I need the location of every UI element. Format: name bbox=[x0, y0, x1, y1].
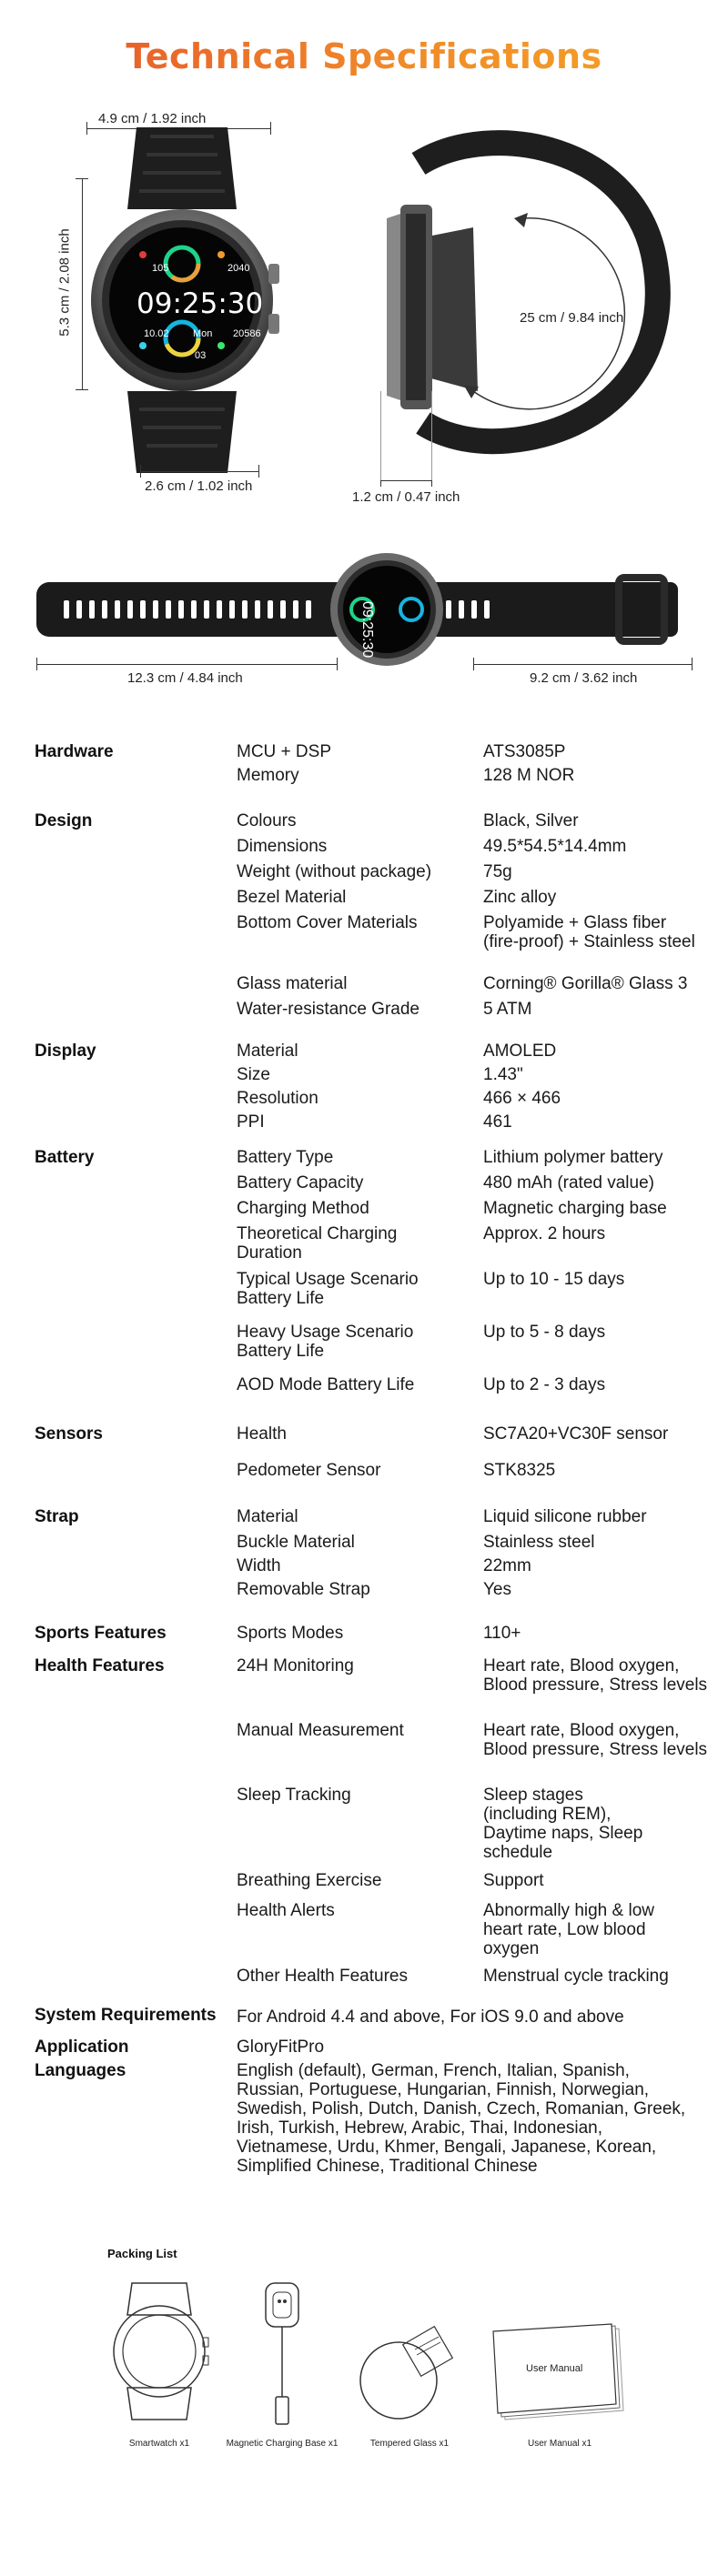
val: Heart rate, Blood oxygen, Blood pressure, Stress levels bbox=[483, 1721, 708, 1759]
feat: Colours bbox=[237, 811, 297, 830]
pack-caption: Magnetic Charging Base x1 bbox=[226, 2439, 339, 2449]
cat-health: Health Features bbox=[35, 1656, 165, 1675]
cat-design: Design bbox=[35, 811, 93, 830]
feat: Material bbox=[237, 1041, 298, 1061]
dim-strap-right-label: 9.2 cm / 3.62 inch bbox=[530, 670, 638, 686]
feat: Heavy Usage Scenario Battery Life bbox=[237, 1323, 414, 1361]
pack-glass-art bbox=[355, 2324, 455, 2424]
val: Up to 10 - 15 days bbox=[483, 1270, 625, 1289]
dim-height-label: 5.3 cm / 2.08 inch bbox=[56, 228, 73, 337]
feat: Health Alerts bbox=[237, 1901, 335, 1920]
feat: Width bbox=[237, 1556, 281, 1575]
dim-height-line bbox=[82, 178, 83, 389]
feat: Bezel Material bbox=[237, 888, 347, 907]
val: Corning® Gorilla® Glass 3 bbox=[483, 974, 688, 993]
val: 1.43" bbox=[483, 1065, 523, 1084]
feat: Manual Measurement bbox=[237, 1721, 404, 1740]
dim-strap-tick-r bbox=[258, 465, 259, 478]
val: 49.5*54.5*14.4mm bbox=[483, 837, 627, 856]
pack-caption: User Manual x1 bbox=[527, 2439, 592, 2449]
feat: Material bbox=[237, 1507, 298, 1526]
dim-strap-left-tick-r bbox=[337, 658, 338, 670]
val: Up to 2 - 3 days bbox=[483, 1375, 606, 1394]
face-small-time: 09:25:30 bbox=[359, 601, 375, 659]
packing-title: Packing List bbox=[107, 2247, 177, 2260]
val: Sleep stages (including REM), Daytime naps, Sleep schedule bbox=[483, 1786, 643, 1862]
val: 466 × 466 bbox=[483, 1089, 561, 1108]
dim-strap-left-line bbox=[36, 664, 337, 665]
feat: Typical Usage Scenario Battery Life bbox=[237, 1270, 419, 1308]
face-center: 03 bbox=[195, 350, 207, 361]
feat: 24H Monitoring bbox=[237, 1656, 354, 1675]
pack-caption: Tempered Glass x1 bbox=[369, 2439, 450, 2449]
val: Approx. 2 hours bbox=[483, 1224, 606, 1243]
feat: Size bbox=[237, 1065, 270, 1084]
val: Stainless steel bbox=[483, 1533, 595, 1552]
feat: PPI bbox=[237, 1112, 265, 1132]
feat: Resolution bbox=[237, 1089, 318, 1108]
dim-width-label: 4.9 cm / 1.92 inch bbox=[98, 111, 207, 126]
val: Polyamide + Glass fiber (fire-proof) + Stainless steel bbox=[483, 913, 695, 951]
cat-hardware: Hardware bbox=[35, 742, 114, 761]
cat-display: Display bbox=[35, 1041, 96, 1061]
feat: Sports Modes bbox=[237, 1624, 344, 1643]
feat: Other Health Features bbox=[237, 1967, 408, 1986]
pack-manual-art bbox=[491, 2324, 637, 2424]
feat: Removable Strap bbox=[237, 1580, 370, 1599]
pack-charger-art bbox=[255, 2279, 309, 2433]
val: STK8325 bbox=[483, 1461, 556, 1480]
dim-strap-right-tick-r bbox=[692, 658, 693, 670]
face-time: 09:25:30 bbox=[136, 287, 264, 320]
feat: Battery Type bbox=[237, 1148, 334, 1167]
feat: Pedometer Sensor bbox=[237, 1461, 381, 1480]
val: Liquid silicone rubber bbox=[483, 1507, 647, 1526]
dim-thick-line bbox=[380, 480, 431, 481]
cat-application: Application bbox=[35, 2038, 129, 2057]
val: 461 bbox=[483, 1112, 512, 1132]
feat: Charging Method bbox=[237, 1199, 369, 1218]
val: 75g bbox=[483, 862, 512, 881]
val: 22mm bbox=[483, 1556, 531, 1575]
val: Abnormally high & low heart rate, Low blood oxygen bbox=[483, 1901, 654, 1958]
dim-thick-guide-r bbox=[431, 391, 432, 480]
val: 5 ATM bbox=[483, 1000, 532, 1019]
dim-strap-label: 2.6 cm / 1.02 inch bbox=[145, 478, 253, 494]
val: Support bbox=[483, 1871, 544, 1890]
cat-battery: Battery bbox=[35, 1148, 95, 1167]
val: AMOLED bbox=[483, 1041, 557, 1061]
dim-thick-guide-l bbox=[380, 391, 381, 480]
cat-strap: Strap bbox=[35, 1507, 79, 1526]
val: Heart rate, Blood oxygen, Blood pressure, Stress levels bbox=[483, 1656, 708, 1695]
feat: Battery Capacity bbox=[237, 1173, 364, 1192]
dim-wrist-label: 25 cm / 9.84 inch bbox=[520, 310, 624, 326]
feat: AOD Mode Battery Life bbox=[237, 1375, 415, 1394]
dim-strap-right-line bbox=[473, 664, 692, 665]
dim-strap-left-tick-l bbox=[36, 658, 37, 670]
watch-side bbox=[364, 127, 673, 482]
feat: Sleep Tracking bbox=[237, 1786, 351, 1805]
val: 110+ bbox=[483, 1624, 521, 1643]
val: Up to 5 - 8 days bbox=[483, 1323, 606, 1342]
dim-strap-tick-l bbox=[140, 465, 141, 478]
face-bottom-right: 20586 bbox=[233, 328, 261, 339]
cat-sensors: Sensors bbox=[35, 1424, 103, 1444]
application-value: GloryFitPro bbox=[237, 2038, 325, 2057]
val: Lithium polymer battery bbox=[483, 1148, 663, 1167]
val: Magnetic charging base bbox=[483, 1199, 667, 1218]
feat: Bottom Cover Materials bbox=[237, 913, 418, 932]
val: Black, Silver bbox=[483, 811, 579, 830]
languages-value: English (default), German, French, Italian, Spanish, Russian, Portuguese, Hungarian, Finnish, Norwegian, Swedish, Polish, Dutch, Danish, Czech, Romanian, Greek, Irish, Turkish, Hebrew, Arabic, Thai, Indonesian, Vietnamese, Urdu, Khmer, Bengali, Japanese, Korean, Simplified Chinese, Traditional Chinese bbox=[237, 2061, 686, 2176]
feat: Health bbox=[237, 1424, 287, 1444]
feat: Weight (without package) bbox=[237, 862, 432, 881]
page-title: Technical Specifications bbox=[0, 36, 728, 76]
dim-strap-line bbox=[140, 471, 259, 472]
val: Zinc alloy bbox=[483, 888, 557, 907]
val: ATS3085P bbox=[483, 742, 566, 761]
face-bottom-left: 10.02 bbox=[144, 328, 169, 339]
val: SC7A20+VC30F sensor bbox=[483, 1424, 669, 1444]
val: 480 mAh (rated value) bbox=[483, 1173, 654, 1192]
pack-smartwatch-art bbox=[100, 2279, 218, 2424]
dim-thick-label: 1.2 cm / 0.47 inch bbox=[352, 489, 460, 505]
feat: Buckle Material bbox=[237, 1533, 355, 1552]
feat: Dimensions bbox=[237, 837, 328, 856]
system-value: For Android 4.4 and above, For iOS 9.0 and above bbox=[237, 2007, 624, 2027]
feat: Memory bbox=[237, 766, 299, 785]
feat: Water-resistance Grade bbox=[237, 1000, 420, 1019]
pack-caption: Smartwatch x1 bbox=[128, 2439, 190, 2449]
val: Yes bbox=[483, 1580, 511, 1599]
feat: Theoretical Charging Duration bbox=[237, 1224, 398, 1263]
feat: Breathing Exercise bbox=[237, 1871, 382, 1890]
cat-system: System Requirements bbox=[35, 2006, 217, 2025]
cat-sports: Sports Features bbox=[35, 1624, 167, 1643]
dim-strap-left-label: 12.3 cm / 4.84 inch bbox=[127, 670, 243, 686]
feat: Glass material bbox=[237, 974, 348, 993]
face-top-right: 2040 bbox=[228, 263, 250, 274]
val: Menstrual cycle tracking bbox=[483, 1967, 669, 1986]
val: 128 M NOR bbox=[483, 766, 575, 785]
face-top-left: 105 bbox=[152, 263, 169, 274]
manual-cover-text: User Manual bbox=[526, 2363, 583, 2374]
feat: MCU + DSP bbox=[237, 742, 331, 761]
dim-strap-right-tick-l bbox=[473, 658, 474, 670]
cat-languages: Languages bbox=[35, 2061, 126, 2080]
face-day: Mon bbox=[193, 328, 213, 339]
